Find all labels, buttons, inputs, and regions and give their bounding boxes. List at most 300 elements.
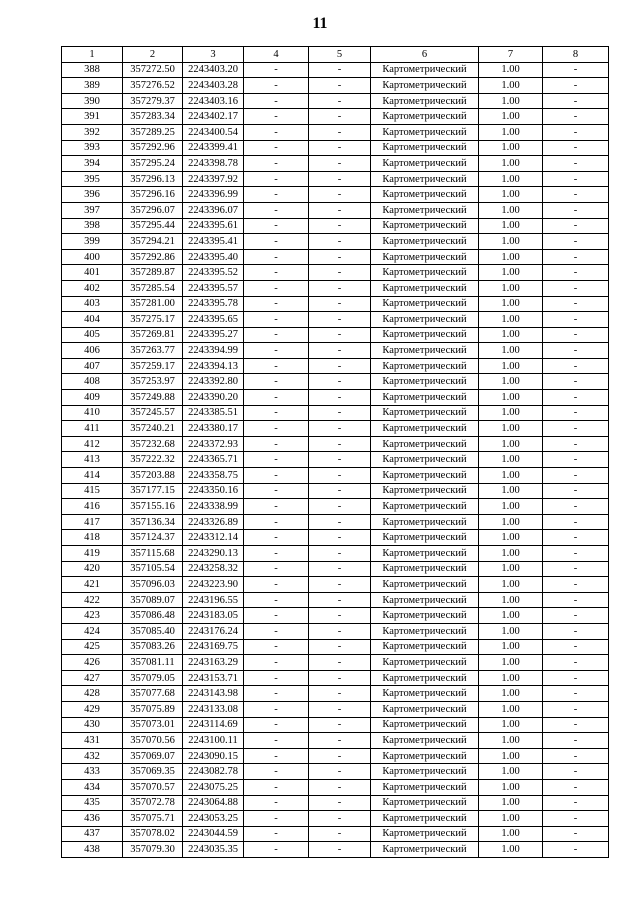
point-number-cell: 421 bbox=[62, 577, 123, 593]
y-coordinate-cell: 2243400.54 bbox=[183, 124, 244, 140]
col5-cell: - bbox=[309, 514, 371, 530]
col5-cell: - bbox=[309, 686, 371, 702]
table-row bbox=[62, 795, 609, 811]
accuracy-cell: 1.00 bbox=[479, 655, 543, 671]
col4-cell: - bbox=[244, 109, 309, 125]
col4-cell: - bbox=[244, 124, 309, 140]
point-number-cell: 423 bbox=[62, 608, 123, 624]
col5-cell: - bbox=[309, 296, 371, 312]
table-row bbox=[62, 592, 609, 608]
col4-cell: - bbox=[244, 343, 309, 359]
col4-cell: - bbox=[244, 312, 309, 328]
col8-cell: - bbox=[543, 234, 609, 250]
col8-cell: - bbox=[543, 374, 609, 390]
accuracy-cell: 1.00 bbox=[479, 343, 543, 359]
col5-cell: - bbox=[309, 202, 371, 218]
col5-cell: - bbox=[309, 124, 371, 140]
method-cell: Картометрический bbox=[371, 234, 479, 250]
x-coordinate-cell: 357240.21 bbox=[123, 421, 183, 437]
table-row bbox=[62, 156, 609, 172]
table-header-row bbox=[62, 47, 609, 63]
col4-cell: - bbox=[244, 623, 309, 639]
method-cell: Картометрический bbox=[371, 421, 479, 437]
col5-cell: - bbox=[309, 93, 371, 109]
y-coordinate-cell: 2243395.52 bbox=[183, 265, 244, 281]
x-coordinate-cell: 357069.07 bbox=[123, 748, 183, 764]
x-coordinate-cell: 357075.71 bbox=[123, 811, 183, 827]
col8-cell: - bbox=[543, 499, 609, 515]
col8-cell: - bbox=[543, 358, 609, 374]
table-row bbox=[62, 62, 609, 78]
table-row bbox=[62, 701, 609, 717]
col8-cell: - bbox=[543, 296, 609, 312]
point-number-cell: 411 bbox=[62, 421, 123, 437]
y-coordinate-cell: 2243223.90 bbox=[183, 577, 244, 593]
accuracy-cell: 1.00 bbox=[479, 670, 543, 686]
col4-cell: - bbox=[244, 530, 309, 546]
accuracy-cell: 1.00 bbox=[479, 218, 543, 234]
column-header: 2 bbox=[123, 47, 183, 63]
method-cell: Картометрический bbox=[371, 561, 479, 577]
table-row bbox=[62, 140, 609, 156]
method-cell: Картометрический bbox=[371, 842, 479, 858]
x-coordinate-cell: 357272.50 bbox=[123, 62, 183, 78]
col4-cell: - bbox=[244, 733, 309, 749]
accuracy-cell: 1.00 bbox=[479, 390, 543, 406]
col8-cell: - bbox=[543, 124, 609, 140]
column-header: 3 bbox=[183, 47, 244, 63]
col5-cell: - bbox=[309, 639, 371, 655]
y-coordinate-cell: 2243100.11 bbox=[183, 733, 244, 749]
accuracy-cell: 1.00 bbox=[479, 171, 543, 187]
y-coordinate-cell: 2243395.40 bbox=[183, 249, 244, 265]
point-number-cell: 388 bbox=[62, 62, 123, 78]
y-coordinate-cell: 2243395.27 bbox=[183, 327, 244, 343]
method-cell: Картометрический bbox=[371, 156, 479, 172]
col5-cell: - bbox=[309, 436, 371, 452]
x-coordinate-cell: 357263.77 bbox=[123, 343, 183, 359]
table-row bbox=[62, 436, 609, 452]
y-coordinate-cell: 2243397.92 bbox=[183, 171, 244, 187]
col4-cell: - bbox=[244, 608, 309, 624]
col4-cell: - bbox=[244, 327, 309, 343]
y-coordinate-cell: 2243035.35 bbox=[183, 842, 244, 858]
x-coordinate-cell: 357249.88 bbox=[123, 390, 183, 406]
point-number-cell: 422 bbox=[62, 592, 123, 608]
col4-cell: - bbox=[244, 374, 309, 390]
col5-cell: - bbox=[309, 764, 371, 780]
table-row bbox=[62, 670, 609, 686]
accuracy-cell: 1.00 bbox=[479, 717, 543, 733]
x-coordinate-cell: 357155.16 bbox=[123, 499, 183, 515]
y-coordinate-cell: 2243390.20 bbox=[183, 390, 244, 406]
point-number-cell: 417 bbox=[62, 514, 123, 530]
x-coordinate-cell: 357294.21 bbox=[123, 234, 183, 250]
accuracy-cell: 1.00 bbox=[479, 811, 543, 827]
col4-cell: - bbox=[244, 421, 309, 437]
col5-cell: - bbox=[309, 171, 371, 187]
col8-cell: - bbox=[543, 468, 609, 484]
table-row bbox=[62, 608, 609, 624]
col4-cell: - bbox=[244, 187, 309, 203]
x-coordinate-cell: 357296.07 bbox=[123, 202, 183, 218]
accuracy-cell: 1.00 bbox=[479, 623, 543, 639]
point-number-cell: 425 bbox=[62, 639, 123, 655]
method-cell: Картометрический bbox=[371, 577, 479, 593]
x-coordinate-cell: 357279.37 bbox=[123, 93, 183, 109]
table-row bbox=[62, 452, 609, 468]
y-coordinate-cell: 2243350.16 bbox=[183, 483, 244, 499]
accuracy-cell: 1.00 bbox=[479, 327, 543, 343]
col4-cell: - bbox=[244, 483, 309, 499]
col5-cell: - bbox=[309, 343, 371, 359]
y-coordinate-cell: 2243392.80 bbox=[183, 374, 244, 390]
y-coordinate-cell: 2243398.78 bbox=[183, 156, 244, 172]
coordinates-table bbox=[61, 46, 609, 858]
point-number-cell: 391 bbox=[62, 109, 123, 125]
col5-cell: - bbox=[309, 608, 371, 624]
method-cell: Картометрический bbox=[371, 733, 479, 749]
accuracy-cell: 1.00 bbox=[479, 592, 543, 608]
method-cell: Картометрический bbox=[371, 109, 479, 125]
method-cell: Картометрический bbox=[371, 218, 479, 234]
col5-cell: - bbox=[309, 187, 371, 203]
accuracy-cell: 1.00 bbox=[479, 577, 543, 593]
y-coordinate-cell: 2243395.57 bbox=[183, 280, 244, 296]
x-coordinate-cell: 357079.05 bbox=[123, 670, 183, 686]
point-number-cell: 394 bbox=[62, 156, 123, 172]
x-coordinate-cell: 357085.40 bbox=[123, 623, 183, 639]
col5-cell: - bbox=[309, 468, 371, 484]
point-number-cell: 434 bbox=[62, 779, 123, 795]
y-coordinate-cell: 2243395.41 bbox=[183, 234, 244, 250]
accuracy-cell: 1.00 bbox=[479, 78, 543, 94]
y-coordinate-cell: 2243169.75 bbox=[183, 639, 244, 655]
table-row bbox=[62, 234, 609, 250]
y-coordinate-cell: 2243403.16 bbox=[183, 93, 244, 109]
col5-cell: - bbox=[309, 62, 371, 78]
accuracy-cell: 1.00 bbox=[479, 748, 543, 764]
method-cell: Картометрический bbox=[371, 795, 479, 811]
col8-cell: - bbox=[543, 639, 609, 655]
table-row bbox=[62, 280, 609, 296]
col4-cell: - bbox=[244, 592, 309, 608]
accuracy-cell: 1.00 bbox=[479, 358, 543, 374]
x-coordinate-cell: 357296.13 bbox=[123, 171, 183, 187]
table-row bbox=[62, 109, 609, 125]
method-cell: Картометрический bbox=[371, 374, 479, 390]
col5-cell: - bbox=[309, 280, 371, 296]
col5-cell: - bbox=[309, 109, 371, 125]
y-coordinate-cell: 2243114.69 bbox=[183, 717, 244, 733]
table-row bbox=[62, 826, 609, 842]
point-number-cell: 415 bbox=[62, 483, 123, 499]
x-coordinate-cell: 357124.37 bbox=[123, 530, 183, 546]
x-coordinate-cell: 357096.03 bbox=[123, 577, 183, 593]
accuracy-cell: 1.00 bbox=[479, 140, 543, 156]
col8-cell: - bbox=[543, 171, 609, 187]
y-coordinate-cell: 2243399.41 bbox=[183, 140, 244, 156]
col8-cell: - bbox=[543, 530, 609, 546]
col5-cell: - bbox=[309, 811, 371, 827]
accuracy-cell: 1.00 bbox=[479, 280, 543, 296]
y-coordinate-cell: 2243044.59 bbox=[183, 826, 244, 842]
table-row bbox=[62, 842, 609, 858]
col4-cell: - bbox=[244, 280, 309, 296]
point-number-cell: 430 bbox=[62, 717, 123, 733]
column-header: 4 bbox=[244, 47, 309, 63]
y-coordinate-cell: 2243385.51 bbox=[183, 405, 244, 421]
y-coordinate-cell: 2243183.05 bbox=[183, 608, 244, 624]
col8-cell: - bbox=[543, 717, 609, 733]
table-body bbox=[62, 62, 609, 857]
point-number-cell: 438 bbox=[62, 842, 123, 858]
col8-cell: - bbox=[543, 779, 609, 795]
x-coordinate-cell: 357285.54 bbox=[123, 280, 183, 296]
table-row bbox=[62, 343, 609, 359]
y-coordinate-cell: 2243403.20 bbox=[183, 62, 244, 78]
y-coordinate-cell: 2243394.99 bbox=[183, 343, 244, 359]
table-row bbox=[62, 202, 609, 218]
y-coordinate-cell: 2243176.24 bbox=[183, 623, 244, 639]
col8-cell: - bbox=[543, 514, 609, 530]
x-coordinate-cell: 357292.96 bbox=[123, 140, 183, 156]
accuracy-cell: 1.00 bbox=[479, 733, 543, 749]
col4-cell: - bbox=[244, 561, 309, 577]
col8-cell: - bbox=[543, 249, 609, 265]
col8-cell: - bbox=[543, 670, 609, 686]
col8-cell: - bbox=[543, 577, 609, 593]
method-cell: Картометрический bbox=[371, 592, 479, 608]
accuracy-cell: 1.00 bbox=[479, 514, 543, 530]
method-cell: Картометрический bbox=[371, 93, 479, 109]
x-coordinate-cell: 357086.48 bbox=[123, 608, 183, 624]
y-coordinate-cell: 2243358.75 bbox=[183, 468, 244, 484]
col4-cell: - bbox=[244, 202, 309, 218]
accuracy-cell: 1.00 bbox=[479, 234, 543, 250]
x-coordinate-cell: 357245.57 bbox=[123, 405, 183, 421]
col5-cell: - bbox=[309, 265, 371, 281]
method-cell: Картометрический bbox=[371, 343, 479, 359]
x-coordinate-cell: 357275.17 bbox=[123, 312, 183, 328]
col4-cell: - bbox=[244, 499, 309, 515]
x-coordinate-cell: 357222.32 bbox=[123, 452, 183, 468]
col8-cell: - bbox=[543, 280, 609, 296]
col8-cell: - bbox=[543, 327, 609, 343]
col5-cell: - bbox=[309, 561, 371, 577]
col4-cell: - bbox=[244, 717, 309, 733]
col8-cell: - bbox=[543, 686, 609, 702]
method-cell: Картометрический bbox=[371, 171, 479, 187]
col4-cell: - bbox=[244, 78, 309, 94]
table-row bbox=[62, 265, 609, 281]
col4-cell: - bbox=[244, 779, 309, 795]
col4-cell: - bbox=[244, 795, 309, 811]
col4-cell: - bbox=[244, 93, 309, 109]
method-cell: Картометрический bbox=[371, 530, 479, 546]
col5-cell: - bbox=[309, 701, 371, 717]
column-header: 5 bbox=[309, 47, 371, 63]
col4-cell: - bbox=[244, 156, 309, 172]
point-number-cell: 399 bbox=[62, 234, 123, 250]
table-row bbox=[62, 171, 609, 187]
table-row bbox=[62, 577, 609, 593]
table-row bbox=[62, 499, 609, 515]
col4-cell: - bbox=[244, 826, 309, 842]
col5-cell: - bbox=[309, 390, 371, 406]
col5-cell: - bbox=[309, 78, 371, 94]
table-row bbox=[62, 468, 609, 484]
table-row bbox=[62, 249, 609, 265]
point-number-cell: 433 bbox=[62, 764, 123, 780]
col5-cell: - bbox=[309, 421, 371, 437]
accuracy-cell: 1.00 bbox=[479, 265, 543, 281]
col4-cell: - bbox=[244, 577, 309, 593]
col4-cell: - bbox=[244, 468, 309, 484]
col4-cell: - bbox=[244, 452, 309, 468]
accuracy-cell: 1.00 bbox=[479, 312, 543, 328]
method-cell: Картометрический bbox=[371, 811, 479, 827]
x-coordinate-cell: 357136.34 bbox=[123, 514, 183, 530]
point-number-cell: 419 bbox=[62, 546, 123, 562]
table-row bbox=[62, 218, 609, 234]
point-number-cell: 395 bbox=[62, 171, 123, 187]
point-number-cell: 389 bbox=[62, 78, 123, 94]
col5-cell: - bbox=[309, 452, 371, 468]
method-cell: Картометрический bbox=[371, 779, 479, 795]
col8-cell: - bbox=[543, 187, 609, 203]
col4-cell: - bbox=[244, 686, 309, 702]
table-row bbox=[62, 764, 609, 780]
col8-cell: - bbox=[543, 546, 609, 562]
y-coordinate-cell: 2243402.17 bbox=[183, 109, 244, 125]
col5-cell: - bbox=[309, 623, 371, 639]
table-row bbox=[62, 623, 609, 639]
x-coordinate-cell: 357078.02 bbox=[123, 826, 183, 842]
col4-cell: - bbox=[244, 234, 309, 250]
y-coordinate-cell: 2243326.89 bbox=[183, 514, 244, 530]
col5-cell: - bbox=[309, 717, 371, 733]
x-coordinate-cell: 357296.16 bbox=[123, 187, 183, 203]
point-number-cell: 435 bbox=[62, 795, 123, 811]
y-coordinate-cell: 2243082.78 bbox=[183, 764, 244, 780]
col4-cell: - bbox=[244, 811, 309, 827]
point-number-cell: 408 bbox=[62, 374, 123, 390]
method-cell: Картометрический bbox=[371, 701, 479, 717]
table-row bbox=[62, 312, 609, 328]
col8-cell: - bbox=[543, 405, 609, 421]
col8-cell: - bbox=[543, 764, 609, 780]
table-row bbox=[62, 78, 609, 94]
y-coordinate-cell: 2243153.71 bbox=[183, 670, 244, 686]
column-header: 6 bbox=[371, 47, 479, 63]
method-cell: Картометрический bbox=[371, 499, 479, 515]
col8-cell: - bbox=[543, 202, 609, 218]
method-cell: Картометрический bbox=[371, 140, 479, 156]
col8-cell: - bbox=[543, 701, 609, 717]
method-cell: Картометрический bbox=[371, 405, 479, 421]
y-coordinate-cell: 2243395.78 bbox=[183, 296, 244, 312]
col8-cell: - bbox=[543, 748, 609, 764]
point-number-cell: 401 bbox=[62, 265, 123, 281]
method-cell: Картометрический bbox=[371, 452, 479, 468]
method-cell: Картометрический bbox=[371, 826, 479, 842]
col4-cell: - bbox=[244, 265, 309, 281]
column-header: 8 bbox=[543, 47, 609, 63]
col4-cell: - bbox=[244, 62, 309, 78]
point-number-cell: 437 bbox=[62, 826, 123, 842]
accuracy-cell: 1.00 bbox=[479, 124, 543, 140]
point-number-cell: 398 bbox=[62, 218, 123, 234]
accuracy-cell: 1.00 bbox=[479, 764, 543, 780]
accuracy-cell: 1.00 bbox=[479, 187, 543, 203]
table-row bbox=[62, 530, 609, 546]
col8-cell: - bbox=[543, 655, 609, 671]
table-row bbox=[62, 779, 609, 795]
method-cell: Картометрический bbox=[371, 670, 479, 686]
method-cell: Картометрический bbox=[371, 686, 479, 702]
table-row bbox=[62, 655, 609, 671]
accuracy-cell: 1.00 bbox=[479, 156, 543, 172]
col4-cell: - bbox=[244, 670, 309, 686]
method-cell: Картометрический bbox=[371, 124, 479, 140]
method-cell: Картометрический bbox=[371, 62, 479, 78]
point-number-cell: 393 bbox=[62, 140, 123, 156]
point-number-cell: 407 bbox=[62, 358, 123, 374]
method-cell: Картометрический bbox=[371, 187, 479, 203]
col5-cell: - bbox=[309, 249, 371, 265]
x-coordinate-cell: 357083.26 bbox=[123, 639, 183, 655]
x-coordinate-cell: 357295.24 bbox=[123, 156, 183, 172]
x-coordinate-cell: 357105.54 bbox=[123, 561, 183, 577]
accuracy-cell: 1.00 bbox=[479, 483, 543, 499]
y-coordinate-cell: 2243396.07 bbox=[183, 202, 244, 218]
accuracy-cell: 1.00 bbox=[479, 421, 543, 437]
col4-cell: - bbox=[244, 546, 309, 562]
y-coordinate-cell: 2243395.61 bbox=[183, 218, 244, 234]
accuracy-cell: 1.00 bbox=[479, 249, 543, 265]
col5-cell: - bbox=[309, 655, 371, 671]
point-number-cell: 405 bbox=[62, 327, 123, 343]
y-coordinate-cell: 2243372.93 bbox=[183, 436, 244, 452]
x-coordinate-cell: 357072.78 bbox=[123, 795, 183, 811]
table-row bbox=[62, 421, 609, 437]
col4-cell: - bbox=[244, 140, 309, 156]
point-number-cell: 392 bbox=[62, 124, 123, 140]
x-coordinate-cell: 357070.57 bbox=[123, 779, 183, 795]
point-number-cell: 420 bbox=[62, 561, 123, 577]
x-coordinate-cell: 357253.97 bbox=[123, 374, 183, 390]
table-row bbox=[62, 686, 609, 702]
point-number-cell: 409 bbox=[62, 390, 123, 406]
accuracy-cell: 1.00 bbox=[479, 842, 543, 858]
accuracy-cell: 1.00 bbox=[479, 468, 543, 484]
accuracy-cell: 1.00 bbox=[479, 374, 543, 390]
method-cell: Картометрический bbox=[371, 327, 479, 343]
point-number-cell: 424 bbox=[62, 623, 123, 639]
col4-cell: - bbox=[244, 218, 309, 234]
table-row bbox=[62, 483, 609, 499]
accuracy-cell: 1.00 bbox=[479, 686, 543, 702]
col4-cell: - bbox=[244, 405, 309, 421]
accuracy-cell: 1.00 bbox=[479, 109, 543, 125]
col8-cell: - bbox=[543, 623, 609, 639]
x-coordinate-cell: 357281.00 bbox=[123, 296, 183, 312]
method-cell: Картометрический bbox=[371, 265, 479, 281]
method-cell: Картометрический bbox=[371, 764, 479, 780]
method-cell: Картометрический bbox=[371, 249, 479, 265]
accuracy-cell: 1.00 bbox=[479, 202, 543, 218]
